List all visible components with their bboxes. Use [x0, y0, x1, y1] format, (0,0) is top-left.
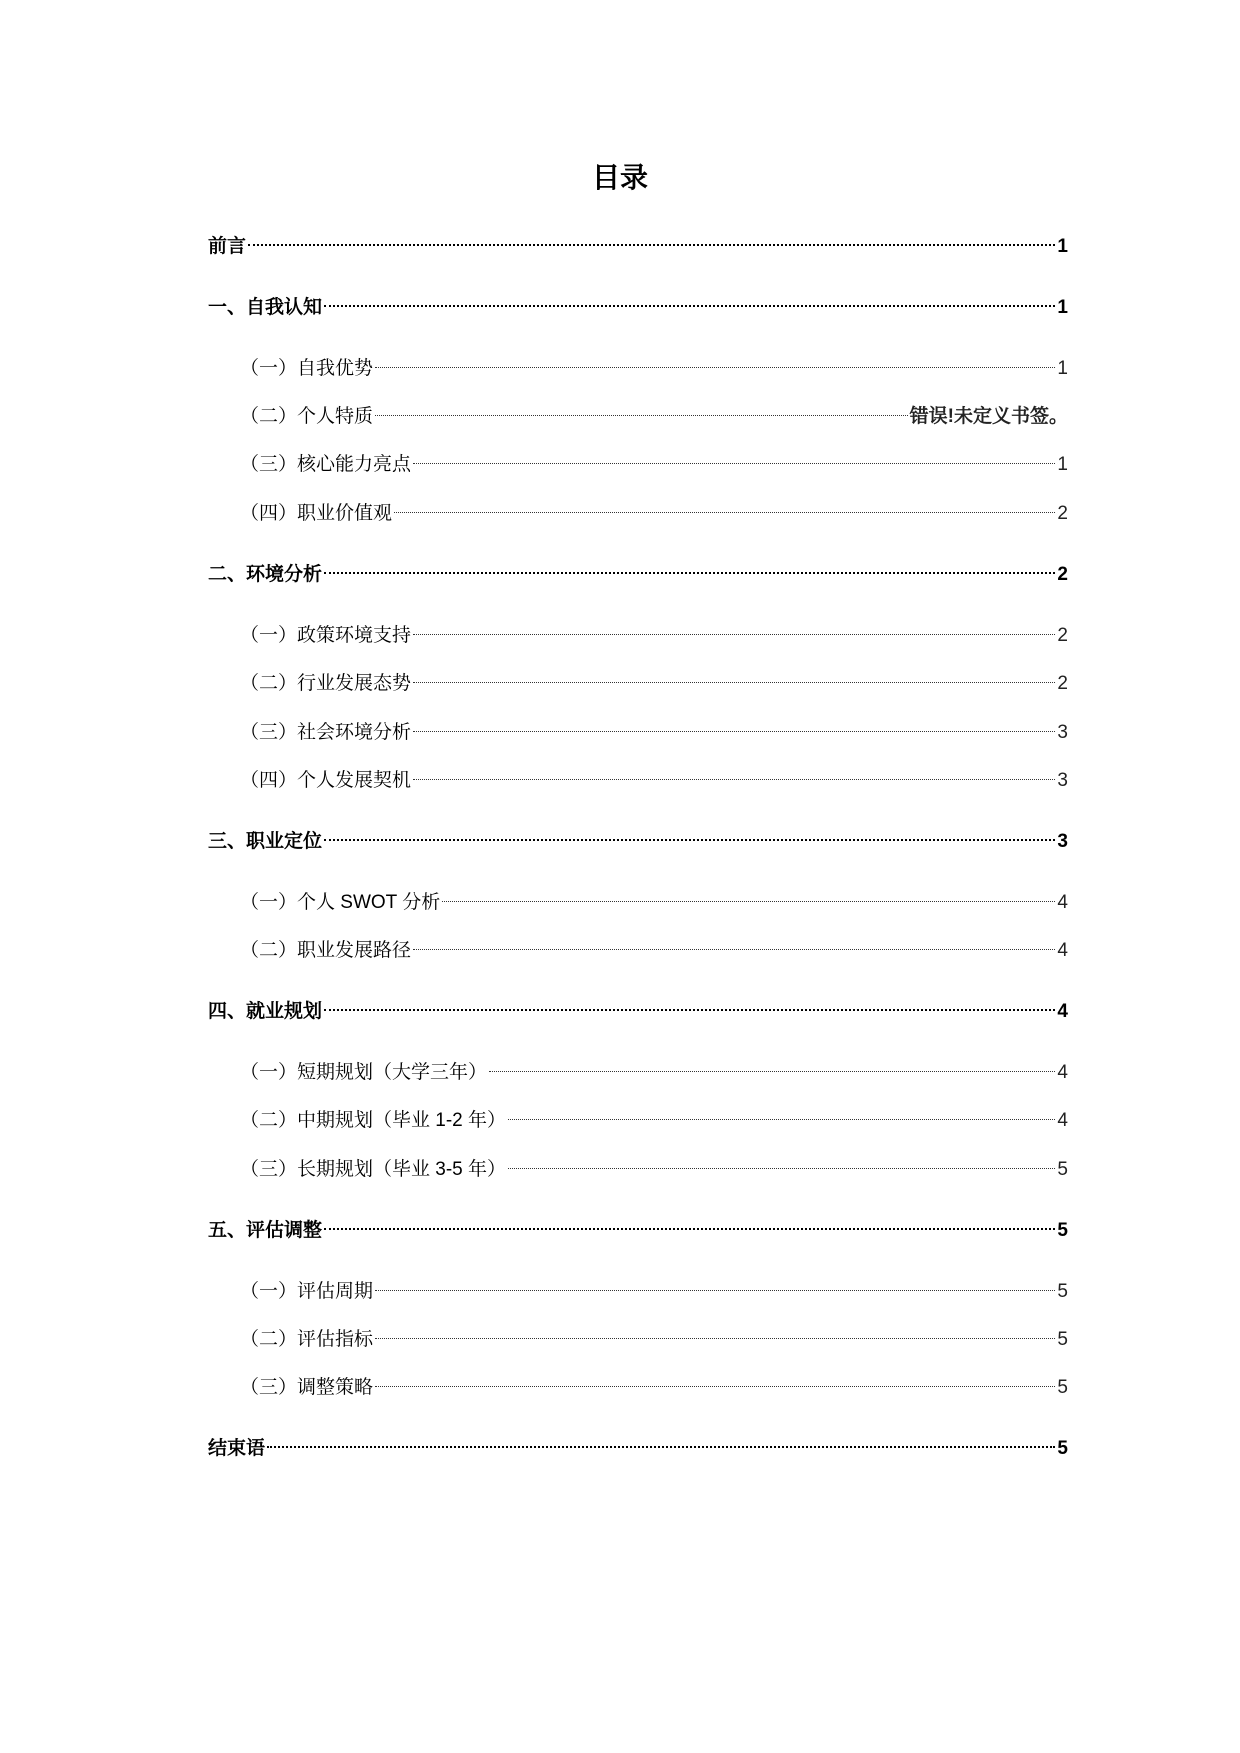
toc-leader-dots: [489, 1071, 1055, 1072]
page-title: 目录: [591, 162, 648, 193]
toc-entry-subsection[interactable]: [240, 499, 1068, 529]
toc-leader-dots: [375, 1386, 1055, 1387]
toc-leader-dots: [375, 1338, 1055, 1339]
toc-leader-dots: [508, 1119, 1055, 1120]
toc-leader-dots: [375, 367, 1055, 368]
toc-entry-subsection[interactable]: [240, 669, 1068, 699]
toc-entry-label: （二）职业发展路径: [240, 940, 412, 961]
toc-page-number: 3: [1057, 770, 1068, 791]
toc-page-number: 4: [1057, 940, 1068, 961]
toc-entry-subsection[interactable]: [240, 1058, 1068, 1088]
toc-entry-label: （一）个人 SWOT 分析: [240, 892, 441, 913]
toc-leader-dots: [413, 634, 1055, 635]
toc-entry-label: （一）评估周期: [240, 1281, 374, 1302]
toc-bookmark-error: 错误!未定义书签。: [909, 406, 1068, 427]
toc-page-number: 4: [1057, 1110, 1068, 1131]
toc-page-number: 4: [1057, 892, 1068, 913]
toc-leader-dots: [413, 779, 1055, 780]
toc-leader-dots: [324, 305, 1055, 307]
toc-entry-subsection[interactable]: [240, 402, 1068, 432]
toc-leader-dots: [324, 572, 1055, 574]
toc-leader-dots: [375, 415, 908, 416]
toc-page-number: 5: [1057, 1220, 1068, 1241]
toc-entry-label: （二）评估指标: [240, 1329, 374, 1350]
toc-leader-dots: [413, 682, 1055, 683]
toc-entry-label: 结束语: [208, 1438, 266, 1459]
toc-entry-label: （四）个人发展契机: [240, 770, 412, 791]
toc-leader-dots: [324, 1228, 1055, 1230]
toc-leader-dots: [248, 244, 1055, 246]
toc-leader-dots: [267, 1446, 1055, 1448]
toc-entry-label: （三）长期规划（毕业 3-5 年）: [240, 1159, 507, 1180]
toc-entry-subsection[interactable]: [240, 1155, 1068, 1185]
toc-page-number: 3: [1057, 722, 1068, 743]
toc-page-number: 5: [1057, 1438, 1068, 1459]
toc-entry-label: 前言: [208, 236, 247, 257]
toc-entry-label: （四）职业价值观: [240, 503, 393, 524]
toc-page-number: 2: [1057, 564, 1068, 585]
toc-entry-subsection[interactable]: [240, 1277, 1068, 1307]
toc-entry-label: （一）政策环境支持: [240, 625, 412, 646]
toc-entry-label: （一）自我优势: [240, 358, 374, 379]
toc-leader-dots: [413, 949, 1055, 950]
toc-page-number: 2: [1057, 503, 1068, 524]
toc-entry-section-4[interactable]: [208, 997, 1068, 1027]
toc-entry-label: （三）社会环境分析: [240, 722, 412, 743]
toc-entry-subsection[interactable]: [240, 888, 1068, 918]
toc-leader-dots: [394, 512, 1055, 513]
toc-entry-label: 五、评估调整: [208, 1220, 323, 1241]
toc-entry-label: 一、自我认知: [208, 297, 323, 318]
toc-entry-preface[interactable]: [208, 232, 1068, 262]
toc-entry-section-5[interactable]: [208, 1216, 1068, 1246]
toc-entry-label: （三）调整策略: [240, 1377, 374, 1398]
toc-entry-subsection[interactable]: [240, 1106, 1068, 1136]
toc-entry-conclusion[interactable]: [208, 1434, 1068, 1464]
toc-leader-dots: [413, 731, 1055, 732]
toc-leader-dots: [324, 839, 1055, 841]
toc-entry-subsection[interactable]: [240, 621, 1068, 651]
toc-page-number: 1: [1057, 358, 1068, 379]
toc-entry-label: （一）短期规划（大学三年）: [240, 1062, 488, 1083]
toc-entry-label: （二）中期规划（毕业 1-2 年）: [240, 1110, 507, 1131]
toc-leader-dots: [413, 463, 1055, 464]
toc-entry-subsection[interactable]: [240, 1373, 1068, 1403]
toc-page-number: 1: [1057, 297, 1068, 318]
toc-entry-subsection[interactable]: [240, 766, 1068, 796]
toc-leader-dots: [508, 1168, 1055, 1169]
toc-entry-subsection[interactable]: [240, 1325, 1068, 1355]
toc-page-number: 5: [1057, 1329, 1068, 1350]
toc-entry-subsection[interactable]: [240, 450, 1068, 480]
toc-entry-label: 三、职业定位: [208, 831, 323, 852]
toc-page-number: 5: [1057, 1377, 1068, 1398]
toc-entry-subsection[interactable]: [240, 354, 1068, 384]
toc-entry-subsection[interactable]: [240, 718, 1068, 748]
toc-entry-label: （二）个人特质: [240, 406, 374, 427]
toc-page-number: 1: [1057, 454, 1068, 475]
toc-entry-label: 四、就业规划: [208, 1001, 323, 1022]
toc-entry-label: （三）核心能力亮点: [240, 454, 412, 475]
toc-leader-dots: [442, 901, 1055, 902]
toc-leader-dots: [375, 1290, 1055, 1291]
toc-page-number: 5: [1057, 1281, 1068, 1302]
toc-entry-label: 二、环境分析: [208, 564, 323, 585]
toc-entry-section-3[interactable]: [208, 827, 1068, 857]
toc-leader-dots: [324, 1009, 1055, 1011]
toc-entry-label: （二）行业发展态势: [240, 673, 412, 694]
toc-page-number: 5: [1057, 1159, 1068, 1180]
toc-entry-section-2[interactable]: [208, 560, 1068, 590]
toc-page-number: 4: [1057, 1062, 1068, 1083]
toc-page-number: 4: [1057, 1001, 1068, 1022]
toc-page-number: 3: [1057, 831, 1068, 852]
toc-page-number: 1: [1057, 236, 1068, 257]
toc-page-number: 2: [1057, 625, 1068, 646]
toc-page-number: 2: [1057, 673, 1068, 694]
toc-entry-section-1[interactable]: [208, 293, 1068, 323]
toc-entry-subsection[interactable]: [240, 936, 1068, 966]
